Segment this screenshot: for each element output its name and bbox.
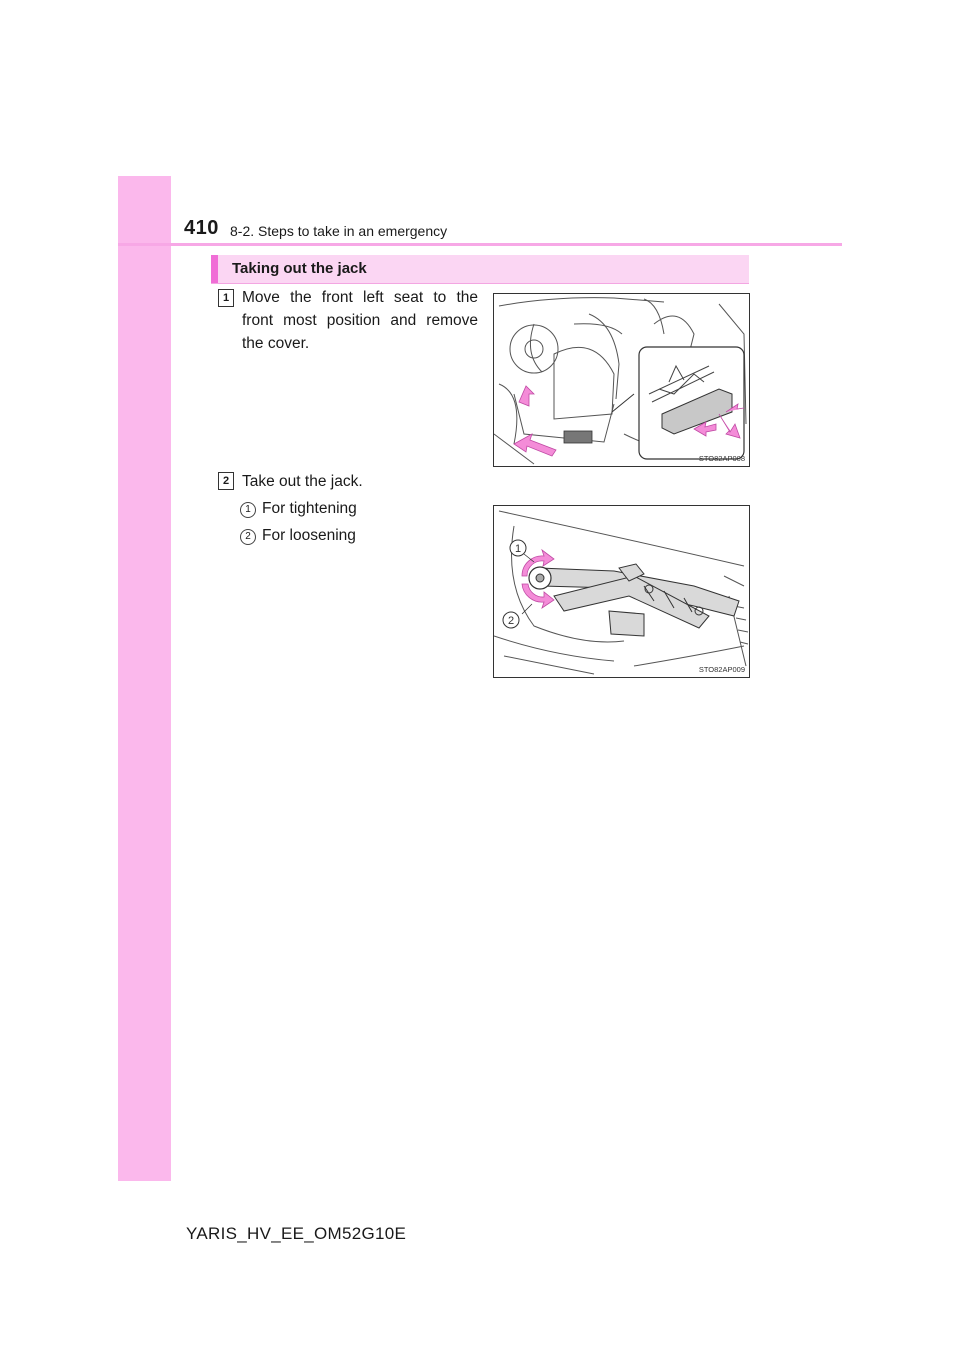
footer-doc-code: YARIS_HV_EE_OM52G10E [186,1224,407,1243]
callout-number-2: 2 [240,529,256,545]
page-number: 410 [184,217,219,239]
step-2-text: Take out the jack. [242,473,363,490]
callout-2: 2 [507,615,515,627]
sub-item-1-text: For tightening [262,500,357,517]
figure-2-code: STO82AP009 [698,665,745,674]
step-badge-1: 1 [218,289,234,307]
figure-1-code: STO82AP008 [698,454,745,463]
section-heading-text: Taking out the jack [232,260,367,277]
callout-number-1: 1 [240,502,256,518]
callout-1: 1 [514,543,522,555]
sub-item-2 [240,527,356,545]
seat-cover-illustration [494,294,749,466]
header-rule [118,243,842,246]
chapter-sidebar-tab [118,176,171,1181]
sub-item-1 [240,500,357,518]
sub-item-2-text: For loosening [262,527,356,544]
section-heading [211,255,749,283]
jack-illustration [494,506,749,677]
step-1-text: Move the front left seat to the front most position and remove the cover. [242,289,478,352]
step-badge-2: 2 [218,472,234,490]
figure-seat-cover [493,293,750,467]
heading-rule [211,283,749,284]
figure-jack [493,505,750,678]
section-title: 8-2. Steps to take in an emergency [230,223,448,239]
